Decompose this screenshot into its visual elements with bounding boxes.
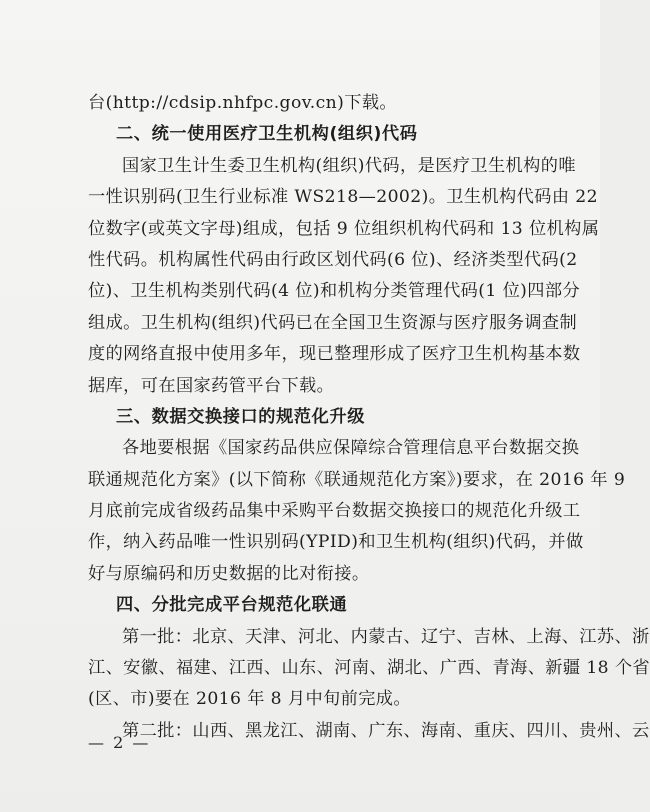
section-heading-3: 三、数据交换接口的规范化升级	[116, 406, 366, 427]
paragraph-line: 江、安徽、福建、江西、山东、河南、湖北、广西、青海、新疆 18 个省	[88, 658, 650, 679]
paragraph-line: 第二批：山西、黑龙江、湖南、广东、海南、重庆、四川、贵州、云	[122, 720, 650, 741]
section-heading-4: 四、分批完成平台规范化联通	[116, 595, 348, 616]
paragraph-line: 作，纳入药品唯一性识别码(YPID)和卫生机构(组织)代码，并做	[88, 532, 584, 553]
paragraph-line: 第一批：北京、天津、河北、内蒙古、辽宁、吉林、上海、江苏、浙	[122, 626, 650, 647]
section-heading-2: 二、统一使用医疗卫生机构(组织)代码	[116, 124, 418, 145]
document-body	[88, 88, 650, 747]
paragraph-line: 度的网络直报中使用多年，现已整理形成了医疗卫生机构基本数	[88, 344, 581, 365]
paragraph-line: 位)、卫生机构类别代码(4 位)和机构分类管理代码(1 位)四部分	[88, 281, 581, 302]
paragraph-line: 组成。卫生机构(组织)代码已在全国卫生资源与医疗服务调查制	[88, 312, 578, 333]
paragraph-line: 据库，可在国家药管平台下载。	[88, 375, 335, 396]
paragraph-line: 各地要根据《国家药品供应保障综合管理信息平台数据交换	[122, 438, 580, 459]
paragraph-line: (区、市)要在 2016 年 8 月中旬前完成。	[88, 689, 411, 710]
paragraph-line: 性代码。机构属性代码由行政区划代码(6 位)、经济类型代码(2	[88, 249, 578, 270]
paragraph-line: 一性识别码(卫生行业标准 WS218—2002)。卫生机构代码由 22	[88, 187, 598, 208]
paragraph-line: 联通规范化方案》(以下简称《联通规范化方案》)要求，在 2016 年 9	[88, 469, 626, 490]
paragraph-line: 位数字(或英文字母)组成，包括 9 位组织机构代码和 13 位机构属	[88, 218, 600, 239]
paragraph-line: 月底前完成省级药品集中采购平台数据交换接口的规范化升级工	[88, 501, 581, 522]
text-line: 台(http://cdsip.nhfpc.gov.cn)下载。	[88, 93, 398, 113]
page-number: — 2 —	[88, 733, 151, 752]
paragraph-line: 国家卫生计生委卫生机构(组织)代码，是医疗卫生机构的唯	[122, 155, 576, 176]
paragraph-line: 好与原编码和历史数据的比对衔接。	[88, 563, 370, 584]
